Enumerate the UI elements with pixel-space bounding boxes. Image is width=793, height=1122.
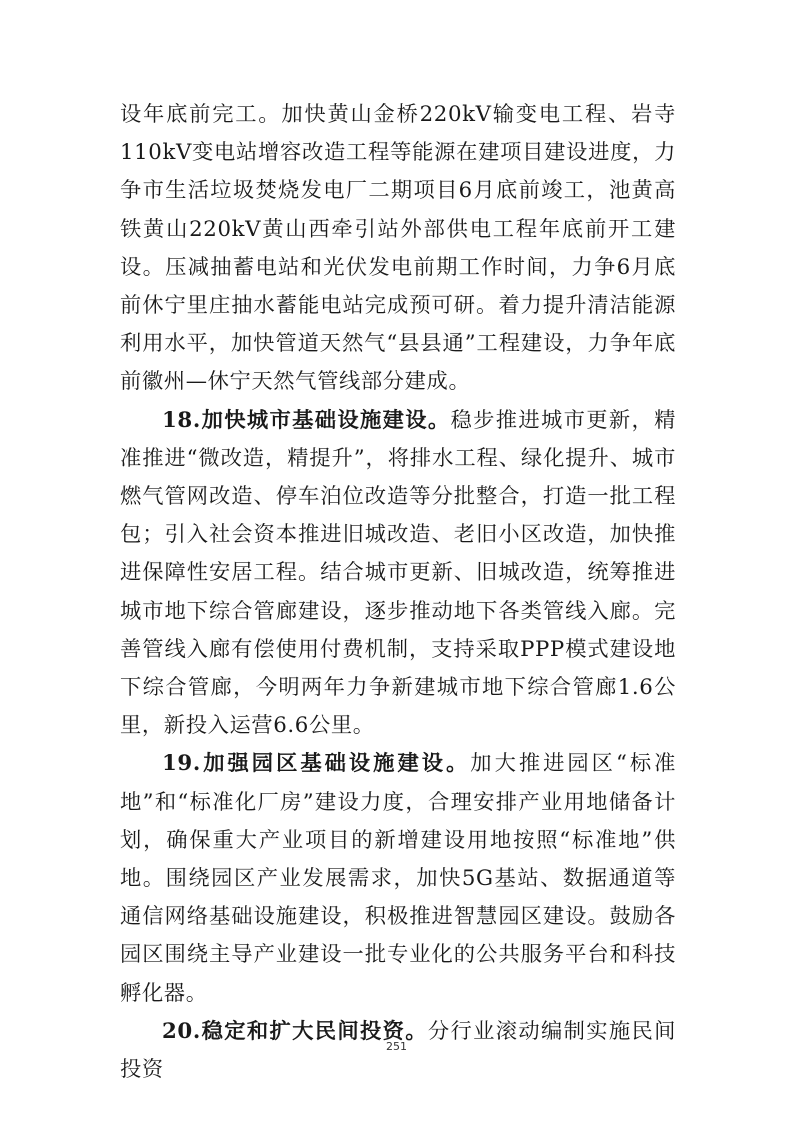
document-body: [120, 96, 676, 1089]
paragraph-text: 设年底前完工。加快黄山金桥220kV输变电工程、岩寺110kV变电站增容改造工程等能源在建项目建设进度，力争市生活垃圾焚烧发电厂二期项目6月底前竣工，池黄高铁黄山220kV黄山西牵引站外部供电工程年底前开工建设。压减抽蓄电站和光伏发电前期工作时间，力争6月底前休宁里庄抽水蓄能电站完成预可研。着力提升清洁能源利用水平，加快管道天然气“县县通”工程建设，力争年底前徽州—休宁天然气管线部分建成。: [120, 102, 676, 395]
page-number: 251: [386, 1040, 407, 1053]
paragraph-continuation: [120, 96, 676, 402]
paragraph-text: 加大推进园区“标准地”和“标准化厂房”建设力度，合理安排产业用地储备计划，确保重大产业项目的新增建设用地按照“标准地”供地。围绕园区产业发展需求，加快5G基站、数据通道等通信网络基础设施建设，积极推进智慧园区建设。鼓励各园区围绕主导产业建设一批专业化的公共服务平台和科技孵化器。: [120, 751, 677, 1006]
paragraph-item-18: [120, 402, 676, 746]
paragraph-text: 分行业滚动编制实施民间投资: [120, 1018, 676, 1083]
paragraph-heading: 19.加强园区基础设施建设。: [162, 751, 471, 777]
paragraph-heading: 20.稳定和扩大民间投资。: [162, 1018, 428, 1044]
paragraph-text: 稳步推进城市更新，精准推进“微改造，精提升”，将排水工程、绿化提升、城市燃气管网改造、停车泊位改造等分批整合，打造一批工程包；引入社会资本推进旧城改造、老旧小区改造，加快推进保障性安居工程。结合城市更新、旧城改造，统筹推进城市地下综合管廊建设，逐步推动地下各类管线入廊。完善管线入廊有偿使用付费机制，支持采取PPP模式建设地下综合管廊，今明两年力争新建城市地下综合管廊1.6公里，新投入运营6.6公里。: [120, 407, 676, 739]
paragraph-heading: 18.加快城市基础设施建设。: [162, 407, 451, 433]
paragraph-item-19: [120, 745, 676, 1012]
